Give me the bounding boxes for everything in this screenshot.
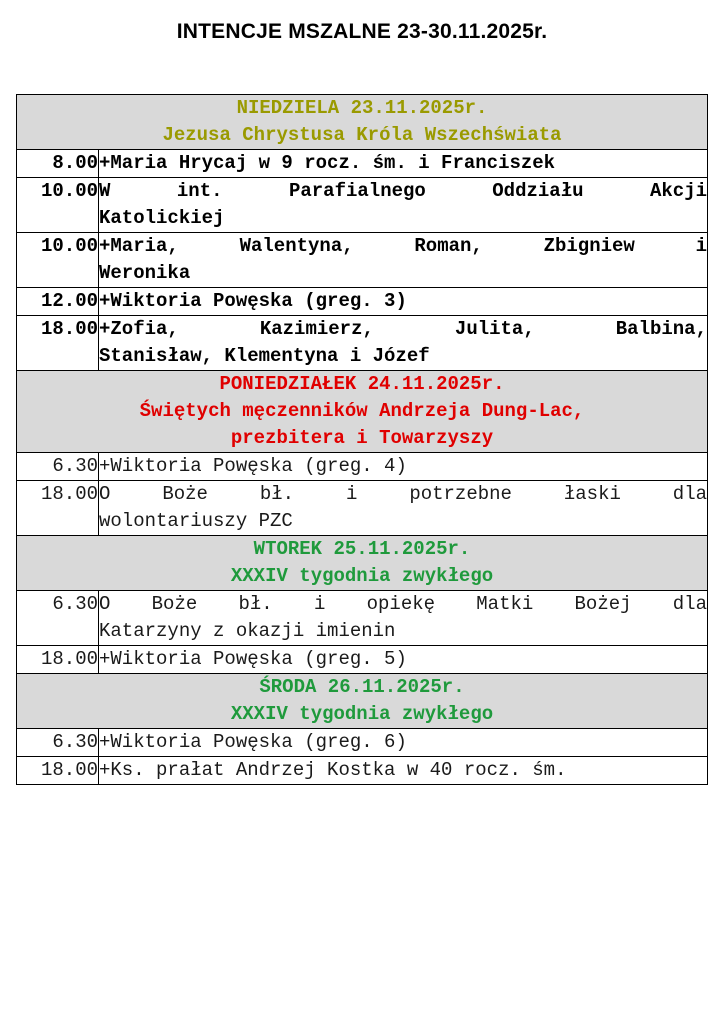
mass-time: 10.00 [17,178,99,233]
mass-row [17,481,708,536]
mass-intention: O Boże bł. i opiekę Matki Bożej dla Katarzyny z okazji imienin [99,591,708,646]
mass-row [17,453,708,481]
intentions-table [16,94,708,785]
mass-row [17,591,708,646]
mass-intention: W int. Parafialnego Oddziału Akcji Katolickiej [99,178,708,233]
mass-row [17,178,708,233]
mass-time: 12.00 [17,288,99,316]
day-feast: XXXIV tygodnia zwykłego [230,703,494,725]
day-feast: XXXIV tygodnia zwykłego [230,565,494,587]
mass-time: 6.30 [17,729,99,757]
page-title: INTENCJE MSZALNE 23-30.11.2025r. [176,20,548,43]
mass-time: 18.00 [17,481,99,536]
mass-row [17,729,708,757]
day-header [17,371,708,453]
mass-intention: +Maria Hrycaj w 9 rocz. śm. i Franciszek [99,150,708,178]
mass-intention: +Wiktoria Powęska (greg. 6) [99,729,708,757]
day-header [17,536,708,591]
mass-row [17,233,708,288]
day-date: ŚRODA 26.11.2025r. [259,676,465,698]
mass-time: 18.00 [17,316,99,371]
day-header-row [17,371,708,453]
day-feast: Świętych męczenników Andrzeja Dung-Lac, [139,400,585,422]
mass-row [17,757,708,785]
mass-intention: +Wiktoria Powęska (greg. 4) [99,453,708,481]
day-date: WTOREK 25.11.2025r. [253,538,471,560]
mass-intention: +Wiktoria Powęska (greg. 3) [99,288,708,316]
day-date: PONIEDZIAŁEK 24.11.2025r. [219,373,505,395]
mass-intention: +Maria, Walentyna, Roman, Zbigniew i Weronika [99,233,708,288]
day-header-row [17,674,708,729]
mass-intention: +Zofia, Kazimierz, Julita, Balbina, Stanisław, Klementyna i Józef [99,316,708,371]
mass-intention: +Ks. prałat Andrzej Kostka w 40 rocz. śm. [99,757,708,785]
mass-intention: +Wiktoria Powęska (greg. 5) [99,646,708,674]
mass-row [17,150,708,178]
day-header [17,95,708,150]
mass-time: 6.30 [17,591,99,646]
mass-time: 6.30 [17,453,99,481]
mass-intention: O Boże bł. i potrzebne łaski dla wolontariuszy PZC [99,481,708,536]
mass-time: 18.00 [17,757,99,785]
mass-row [17,288,708,316]
mass-time: 8.00 [17,150,99,178]
day-date: NIEDZIELA 23.11.2025r. [236,97,488,119]
day-header-row [17,536,708,591]
mass-row [17,316,708,371]
mass-row [17,646,708,674]
day-feast: prezbitera i Towarzyszy [230,427,494,449]
day-feast: Jezusa Chrystusa Króla Wszechświata [162,124,562,146]
mass-time: 18.00 [17,646,99,674]
day-header-row [17,95,708,150]
day-header [17,674,708,729]
mass-time: 10.00 [17,233,99,288]
